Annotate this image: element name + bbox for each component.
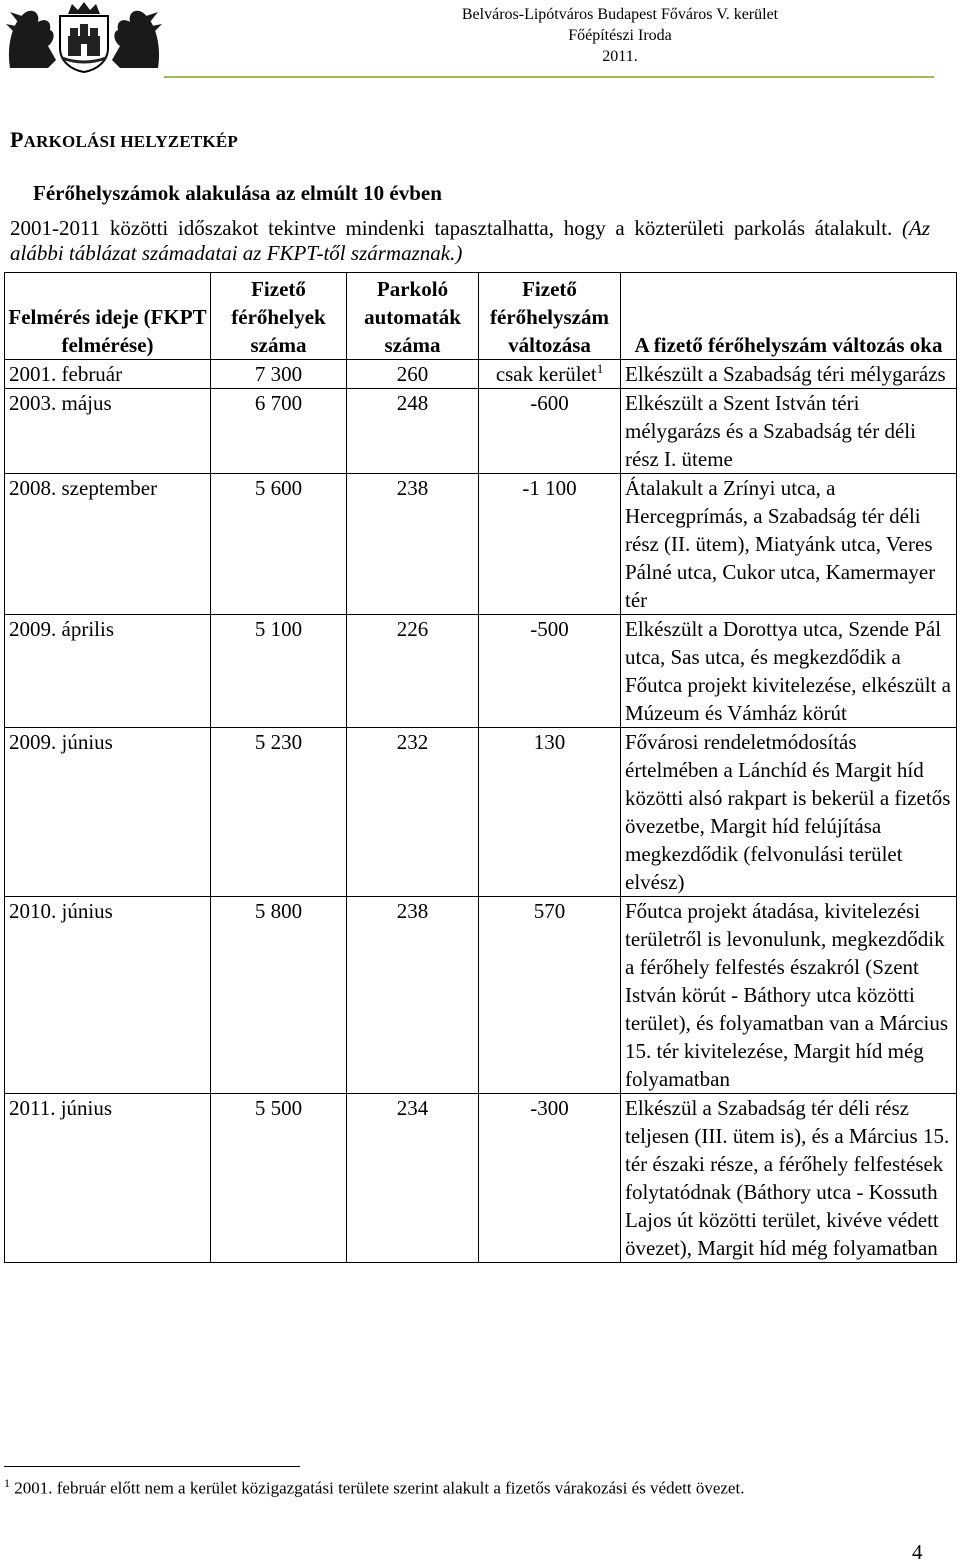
cell-change-text: 130: [533, 730, 566, 754]
cell-spaces-text: 5 500: [254, 1096, 303, 1120]
cell-change-text: csak kerület: [495, 362, 597, 386]
cell-machines: [347, 1094, 479, 1263]
cell-reason-text: Elkészült a Szabadság téri mélygarázs: [625, 362, 946, 386]
cell-change: [479, 360, 621, 389]
cell-change: [479, 1094, 621, 1263]
cell-change-text: -1 100: [522, 476, 577, 500]
cell-date-text: 2010. június: [9, 899, 113, 923]
cell-change: [479, 474, 621, 615]
cell-spaces: [211, 728, 347, 897]
table-row: [5, 615, 957, 728]
cell-machines-text: 238: [396, 476, 429, 500]
cell-reason-text: Átalakult a Zrínyi utca, a Hercegprímás, a Szabadság tér déli rész (II. ütem), Miatyánk utca, Veres Pálné utca, Cukor utca, Kamermayer tér: [625, 476, 936, 612]
cell-date-text: 2009. június: [9, 730, 113, 754]
intro-italic-note: (Az alábbi táblázat számadatai az FKPT-től származnak.): [10, 216, 930, 265]
cell-spaces: [211, 1094, 347, 1263]
cell-machines-text: 234: [396, 1096, 429, 1120]
cell-reason: [621, 1094, 957, 1263]
cell-reason: [621, 615, 957, 728]
title-initial: P: [10, 127, 24, 152]
page-title: [10, 127, 238, 153]
cell-reason-text: Elkészül a Szabadság tér déli rész teljesen (III. ütem is), és a Március 15. tér északi része, a férőhely felfestések folytatódnak (Báthory utca - Kossuth Lajos út közötti terület, kivéve védett övezet), Margit híd még folyamatban: [625, 1096, 950, 1260]
footnote-text: 2001. február előtt nem a kerület közigazgatási területe szerint alakult a fizetős várakozási és védett övezet.: [10, 1478, 745, 1498]
cell-date: [5, 728, 211, 897]
cell-reason: [621, 728, 957, 897]
header-change: Fizető férőhelyszám változása: [479, 273, 621, 360]
section-title: Férőhelyszámok alakulása az elmúlt 10 évben: [33, 181, 442, 205]
cell-spaces-text: 5 800: [254, 899, 303, 923]
cell-spaces: [211, 360, 347, 389]
cell-spaces: [211, 389, 347, 474]
cell-spaces-text: 5 100: [254, 617, 303, 641]
cell-machines-text: 260: [396, 362, 429, 386]
cell-change-text: -300: [530, 1096, 569, 1120]
header-rule: [164, 76, 934, 78]
cell-date: [5, 897, 211, 1094]
footnote-ref: 1: [596, 361, 604, 376]
footnote: [4, 1476, 744, 1499]
header-reason: A fizető férőhelyszám változás oka: [621, 273, 957, 360]
cell-date: [5, 389, 211, 474]
page-header: [300, 4, 940, 67]
intro-paragraph: [10, 216, 930, 266]
cell-reason-text: Elkészült a Szent István téri mélygarázs és a Szabadság tér déli rész I. üteme: [625, 391, 916, 471]
header-line-1: Belváros-Lipótváros Budapest Főváros V. kerület: [461, 6, 779, 23]
cell-date-text: 2001. február: [9, 362, 123, 386]
cell-machines-text: 238: [396, 899, 429, 923]
cell-change: [479, 897, 621, 1094]
cell-change-text: -500: [530, 617, 569, 641]
cell-machines-text: 226: [396, 617, 429, 641]
footnote-marker: 1: [4, 1476, 10, 1490]
cell-spaces-text: 5 600: [254, 476, 303, 500]
cell-change: [479, 615, 621, 728]
cell-change: [479, 389, 621, 474]
cell-reason: [621, 897, 957, 1094]
cell-spaces-text: 6 700: [254, 391, 303, 415]
cell-reason-text: Fővárosi rendeletmódosítás értelmében a Lánchíd és Margit híd közötti alsó rakpart is bekerül a fizetős övezetbe, Margit híd felújítása megkezdődik (felvonulási terület elvész): [625, 730, 951, 894]
cell-machines: [347, 360, 479, 389]
cell-machines: [347, 728, 479, 897]
cell-date-text: 2011. június: [9, 1096, 113, 1120]
cell-change: [479, 728, 621, 897]
cell-machines: [347, 615, 479, 728]
table-body: [5, 360, 957, 1263]
coat-of-arms-logo: [4, 2, 164, 74]
header-line-2: Főépítészi Iroda: [568, 27, 672, 44]
header-machines: Parkoló automaták száma: [347, 273, 479, 360]
cell-reason: [621, 389, 957, 474]
cell-spaces: [211, 615, 347, 728]
cell-machines: [347, 474, 479, 615]
cell-machines-text: 248: [396, 391, 429, 415]
cell-date-text: 2003. május: [9, 391, 112, 415]
cell-date: [5, 474, 211, 615]
table-row: [5, 1094, 957, 1263]
cell-machines-text: 232: [396, 730, 429, 754]
table-row: [5, 360, 957, 389]
intro-text: 2001-2011 közötti időszakot tekintve mindenki tapasztalhatta, hogy a közterületi parkolás átalakult.: [10, 216, 902, 240]
table-row: [5, 474, 957, 615]
cell-machines: [347, 389, 479, 474]
cell-date: [5, 1094, 211, 1263]
parking-table: [4, 272, 957, 1263]
cell-spaces: [211, 474, 347, 615]
cell-date: [5, 360, 211, 389]
cell-spaces-text: 7 300: [254, 362, 303, 386]
cell-date-text: 2009. április: [9, 617, 114, 641]
table-header-row: [5, 273, 957, 360]
cell-reason: [621, 360, 957, 389]
table-row: [5, 897, 957, 1094]
header-line-3: 2011.: [602, 48, 638, 65]
header-survey-date: Felmérés ideje (FKPT felmérése): [5, 273, 211, 360]
cell-reason: [621, 474, 957, 615]
title-rest: ARKOLÁSI HELYZETKÉP: [23, 132, 238, 151]
page-number: 4: [912, 1540, 923, 1564]
table-row: [5, 728, 957, 897]
cell-change-text: -600: [530, 391, 569, 415]
cell-machines: [347, 897, 479, 1094]
table-row: [5, 389, 957, 474]
cell-reason-text: Elkészült a Dorottya utca, Szende Pál utca, Sas utca, és megkezdődik a Főutca projekt kivitelezése, elkészült a Múzeum és Vámház körút: [625, 617, 951, 725]
footnote-rule: [4, 1466, 300, 1467]
cell-date: [5, 615, 211, 728]
cell-spaces-text: 5 230: [254, 730, 303, 754]
cell-spaces: [211, 897, 347, 1094]
cell-reason-text: Főutca projekt átadása, kivitelezési területről is levonulunk, megkezdődik a férőhely felfestés északról (Szent István körút - Báthory utca közötti terület), és folyamatban van a Március 15. tér kivitelezése, Margit híd még folyamatban: [625, 899, 949, 1091]
header-paid-spaces: Fizető férőhelyek száma: [211, 273, 347, 360]
cell-change-text: 570: [533, 899, 566, 923]
cell-date-text: 2008. szeptember: [9, 476, 158, 500]
